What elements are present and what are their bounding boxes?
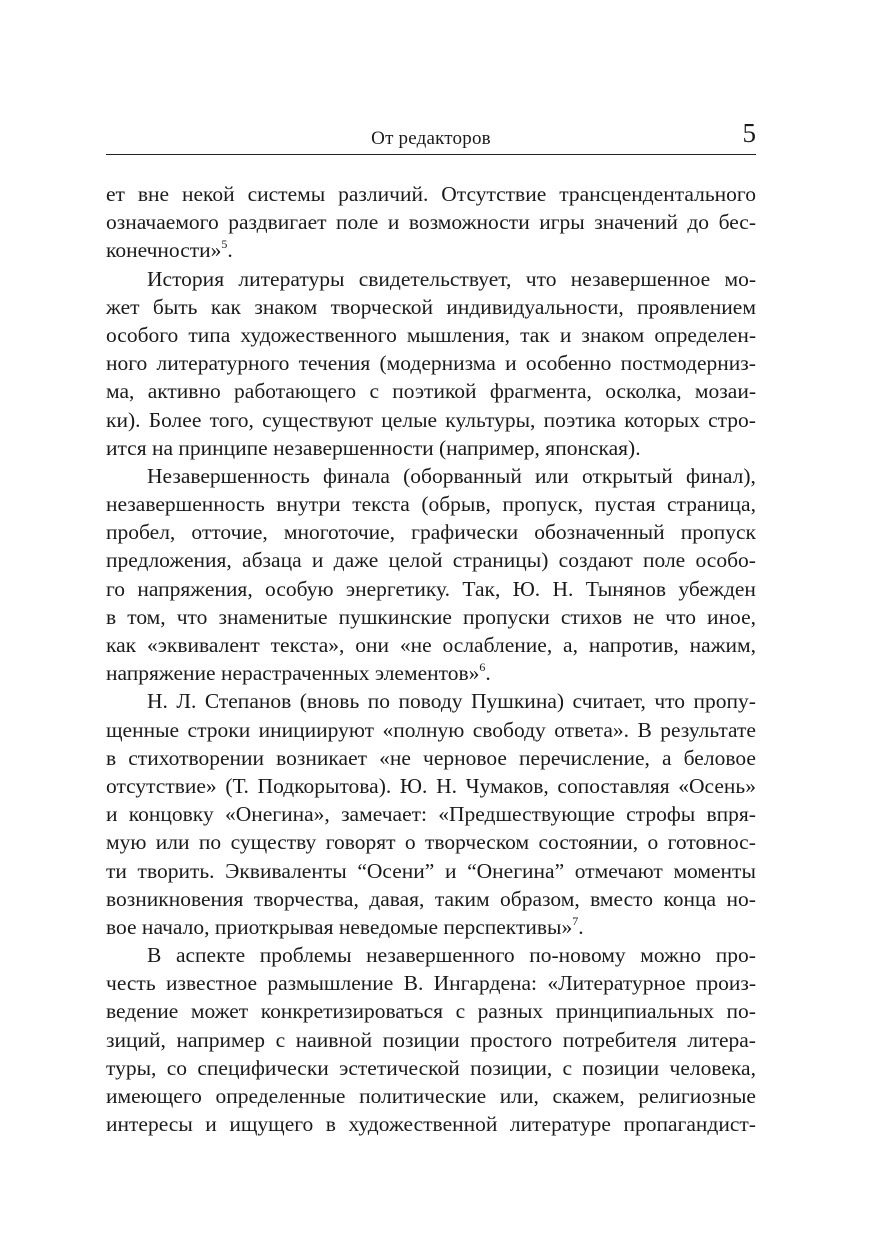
word: пропагандист-: [623, 1112, 756, 1137]
word: Подкорытова).: [257, 773, 392, 798]
word: поэтикой: [392, 379, 477, 404]
word: том,: [127, 604, 166, 629]
word: с: [369, 379, 379, 404]
word: простого: [470, 1027, 553, 1052]
word: существуют: [262, 407, 374, 432]
word: ки).: [106, 407, 141, 432]
word: В: [637, 717, 652, 742]
word: целой: [388, 548, 443, 573]
text-line: [106, 1026, 756, 1054]
word: позиции: [382, 1027, 460, 1052]
text-line: [106, 434, 756, 462]
word: страницы): [452, 548, 549, 573]
word: пропу-: [693, 689, 756, 714]
word: что: [665, 604, 696, 629]
footnote-marker[interactable]: 5: [221, 237, 228, 252]
word: зиций,: [106, 1027, 166, 1052]
word: игры: [539, 210, 585, 235]
text-line: [106, 885, 756, 913]
word: пробел,: [106, 520, 176, 545]
text-line: [106, 716, 756, 744]
word: в: [106, 604, 117, 629]
word: создают: [558, 548, 633, 573]
word: некой: [182, 182, 235, 206]
word: инициируют: [258, 717, 375, 742]
text-line: [106, 969, 756, 997]
text-line: [106, 857, 756, 885]
text-line: [106, 293, 756, 321]
word: внутри: [276, 492, 341, 517]
word: или: [155, 830, 190, 855]
word: аспекте: [175, 943, 246, 968]
word: ет: [106, 182, 125, 206]
word: раздвигает: [228, 210, 327, 235]
word: но-: [726, 886, 756, 911]
word: различий.: [338, 182, 429, 206]
word: а: [662, 745, 672, 770]
word: литературе: [509, 1112, 611, 1137]
word: с: [275, 1027, 286, 1052]
word: по-: [726, 999, 756, 1024]
word: черновое: [423, 745, 507, 770]
word: обозначенный: [534, 520, 665, 545]
word: литературного: [156, 351, 290, 376]
word: результате: [660, 717, 756, 742]
text-line: [106, 997, 756, 1025]
line-text: ится на принципе незавершенности (например, японская).: [106, 435, 641, 460]
text-line: [106, 687, 756, 715]
word: (Т.: [225, 773, 249, 798]
word: ного: [106, 351, 148, 376]
word: о: [404, 830, 416, 855]
word: с: [455, 999, 466, 1024]
page-number: 5: [742, 118, 756, 148]
word: и: [311, 548, 324, 573]
word: специфически: [197, 1055, 329, 1080]
word: религиозные: [638, 1084, 756, 1108]
word: бес-: [718, 210, 756, 235]
text-line: [106, 406, 756, 434]
text-line: [106, 941, 756, 969]
word: пушкинские: [338, 604, 452, 629]
word: Н.: [552, 576, 574, 601]
word: незавершенное: [570, 266, 711, 291]
word: мо-: [724, 266, 756, 291]
word: абзаца: [242, 548, 302, 573]
word: (обрыв,: [421, 492, 491, 517]
word: возможности: [408, 210, 530, 235]
word: История: [147, 266, 225, 291]
word: проблемы: [259, 943, 352, 968]
word: Тынянов: [585, 576, 667, 601]
word: существу: [230, 830, 317, 855]
word: знаком: [581, 322, 645, 347]
word: или,: [499, 1084, 539, 1108]
text-line: [106, 208, 756, 236]
word: энергетику.: [345, 576, 451, 601]
word: особенно: [525, 351, 612, 376]
word: жет: [106, 294, 140, 319]
text-line: [106, 828, 756, 856]
word: позиции: [582, 1055, 660, 1080]
word: впря-: [706, 802, 756, 827]
word: ищущего: [229, 1112, 314, 1137]
word: иное,: [707, 604, 756, 629]
word: до: [687, 210, 710, 235]
word: или: [535, 463, 569, 488]
word: туры,: [106, 1055, 157, 1080]
word: как: [210, 294, 241, 319]
word: и: [205, 1112, 217, 1137]
word: строфы: [626, 802, 696, 827]
word: потребителя: [562, 1027, 677, 1052]
word: может: [190, 999, 249, 1024]
word: со: [166, 1055, 188, 1080]
word: Л.: [176, 689, 197, 714]
word: “Осени”: [357, 858, 435, 883]
word: трансцендентального: [559, 182, 756, 206]
word: щенные: [106, 717, 180, 742]
word: интересы: [106, 1112, 193, 1137]
word: того,: [209, 407, 254, 432]
header-rule: [106, 154, 756, 155]
word: про-: [715, 943, 756, 968]
word: художественного: [240, 322, 397, 347]
word: таким: [434, 886, 490, 911]
line-text: вое начало, приоткрывая неведомые перспективы»: [106, 914, 573, 939]
text-line: [106, 603, 756, 631]
text-line: [106, 800, 756, 828]
word: нажим,: [689, 633, 756, 657]
line-text: напряжение нерастраченных элементов»: [106, 661, 480, 686]
word: Ю.: [399, 773, 428, 798]
word: постмодерниз-: [620, 351, 756, 376]
word: что: [654, 689, 685, 714]
word: замечает:: [341, 802, 427, 827]
word: ослабление,: [442, 633, 553, 657]
footnote-marker[interactable]: 7: [572, 913, 579, 928]
word: знаменитые: [218, 604, 328, 629]
word: по: [198, 830, 222, 855]
word: Отсутствие: [441, 182, 547, 206]
line-tail: .: [578, 914, 584, 939]
word: го: [106, 576, 126, 601]
text-line: [106, 1054, 756, 1082]
text-line: [106, 518, 756, 546]
word: текста»,: [270, 633, 345, 657]
word: В.: [403, 971, 424, 996]
text-line: [106, 236, 756, 264]
word: особо-: [695, 548, 756, 573]
word: перечисление,: [519, 745, 650, 770]
text-line: [106, 772, 756, 800]
word: свободу: [472, 717, 546, 742]
word: «Онегина»,: [224, 802, 330, 827]
word: означаемого: [106, 210, 219, 235]
word: (вновь: [299, 689, 360, 714]
word: культуры,: [445, 407, 536, 432]
word: открытый: [581, 463, 673, 488]
word: и: [387, 210, 400, 235]
word: типа: [188, 322, 231, 347]
word: Так,: [462, 576, 501, 601]
word: «полную: [382, 717, 465, 742]
word: графически: [411, 520, 519, 545]
word: напротив,: [588, 633, 679, 657]
word: ведение: [106, 999, 179, 1024]
word: стихов: [560, 604, 623, 629]
word: образом,: [500, 886, 580, 911]
paragraph: [106, 462, 756, 688]
word: незавершенность: [106, 492, 265, 517]
word: не: [633, 604, 655, 629]
text-line: [106, 1082, 756, 1110]
word: в: [325, 1112, 336, 1137]
body-text: [106, 180, 756, 1138]
word: давая,: [369, 886, 425, 911]
word: пустая: [594, 492, 656, 517]
paragraph: [106, 687, 756, 941]
word: строки: [187, 717, 251, 742]
word: что: [176, 604, 208, 629]
word: и: [106, 802, 118, 827]
word: Чумаков,: [465, 773, 549, 798]
word: по-новому: [529, 943, 626, 968]
line-text: конечности»: [106, 238, 222, 263]
word: Пушкина): [471, 689, 565, 714]
word: фрагмента,: [489, 379, 592, 404]
word: «не: [399, 633, 432, 657]
word: финала: [323, 463, 390, 488]
word: например: [176, 1027, 265, 1052]
word: с: [562, 1055, 573, 1080]
word: Ю.: [512, 576, 541, 601]
line-tail: .: [227, 238, 233, 263]
word: поле: [336, 210, 379, 235]
word: ти: [106, 858, 127, 883]
word: стро-: [708, 407, 756, 432]
word: «не: [379, 745, 411, 770]
word: мышления,: [406, 322, 511, 347]
word: В: [147, 943, 162, 968]
word: работающего: [234, 379, 357, 404]
word: отточие,: [191, 520, 268, 545]
word: стихотворении: [128, 745, 265, 770]
word: «Предшествующие: [438, 802, 615, 827]
word: страница,: [667, 492, 756, 517]
text-line: [106, 180, 756, 208]
word: “Онегина”: [467, 858, 565, 883]
text-line: [106, 349, 756, 377]
word: в: [106, 745, 117, 770]
word: разных: [477, 999, 544, 1024]
word: художественной: [348, 1112, 498, 1137]
word: Эквиваленты: [225, 858, 347, 883]
word: творческой: [330, 294, 433, 319]
word: что: [525, 266, 557, 291]
word: литературы: [238, 266, 345, 291]
word: поводу: [398, 689, 463, 714]
word: скажем,: [552, 1084, 625, 1108]
word: напряжения,: [137, 576, 253, 601]
text-line: [106, 321, 756, 349]
word: Незавершенность: [147, 463, 310, 488]
word: «эквивалент: [146, 633, 260, 657]
word: литера-: [687, 1027, 756, 1052]
word: быть: [152, 294, 198, 319]
word: поле: [642, 548, 686, 573]
word: особого: [106, 322, 179, 347]
word: (модернизма: [379, 351, 496, 376]
word: и: [559, 322, 572, 347]
word: возникновения: [106, 886, 244, 911]
word: Ингардена:: [433, 971, 538, 996]
text-line: [106, 490, 756, 518]
word: честь: [106, 971, 156, 996]
word: так: [520, 322, 550, 347]
paragraph: [106, 180, 756, 265]
word: состоянии,: [538, 830, 639, 855]
word: мую: [106, 830, 147, 855]
word: наивной: [295, 1027, 373, 1052]
word: конца: [663, 886, 717, 911]
word: концовку: [128, 802, 214, 827]
word: человека,: [669, 1055, 756, 1080]
word: пропуск: [680, 520, 756, 545]
word: определенные: [215, 1084, 346, 1108]
word: активно: [147, 379, 221, 404]
word: предложения,: [106, 548, 232, 573]
word: (оборванный: [403, 463, 522, 488]
word: имеющего: [106, 1084, 202, 1108]
word: произ-: [695, 971, 756, 996]
word: можно: [640, 943, 702, 968]
word: даже: [333, 548, 379, 573]
text-line: [106, 546, 756, 574]
word: незавершенного: [366, 943, 515, 968]
word: они: [355, 633, 389, 657]
word: текста: [352, 492, 410, 517]
word: «Литературное: [547, 971, 686, 996]
word: которых: [624, 407, 700, 432]
word: целые: [381, 407, 438, 432]
paragraph: [106, 265, 756, 462]
word: Более: [148, 407, 202, 432]
text-line: [106, 462, 756, 490]
word: по: [367, 689, 390, 714]
word: сопоставляя: [557, 773, 670, 798]
word: вне: [137, 182, 170, 206]
word: вместо: [590, 886, 654, 911]
word: отсутствие»: [106, 773, 217, 798]
word: и: [505, 351, 517, 376]
word: отмечают: [574, 858, 663, 883]
word: определен-: [654, 322, 756, 347]
text-line: [106, 575, 756, 603]
paragraph: [106, 941, 756, 1138]
word: многоточие,: [283, 520, 396, 545]
word: финал),: [685, 463, 756, 488]
word: готовнос-: [667, 830, 756, 855]
word: ма,: [106, 379, 135, 404]
word: считает,: [572, 689, 646, 714]
word: творческом: [425, 830, 530, 855]
word: конкретизироваться: [260, 999, 444, 1024]
word: известное: [165, 971, 258, 996]
word: принципиальных: [555, 999, 714, 1024]
word: позиции,: [470, 1055, 553, 1080]
text-line: [106, 1110, 756, 1138]
word: свидетельствует,: [358, 266, 512, 291]
text-line: [106, 377, 756, 405]
word: осколка,: [605, 379, 682, 404]
word: Н.: [147, 689, 168, 714]
word: Степанов: [204, 689, 292, 714]
text-line: [106, 659, 756, 687]
word: как: [106, 633, 137, 657]
footnote-marker[interactable]: 6: [479, 660, 486, 675]
word: мозаи-: [694, 379, 756, 404]
word: ответа».: [554, 717, 629, 742]
word: Н.: [436, 773, 457, 798]
word: размышление: [267, 971, 394, 996]
word: возникает: [276, 745, 368, 770]
line-tail: .: [485, 661, 491, 686]
text-line: [106, 913, 756, 941]
word: системы: [247, 182, 326, 206]
word: а,: [563, 633, 578, 657]
word: говорят: [325, 830, 396, 855]
text-line: [106, 631, 756, 659]
word: творить.: [137, 858, 215, 883]
word: пропуск,: [502, 492, 584, 517]
word: индивидуальности,: [446, 294, 624, 319]
word: беловое: [683, 745, 756, 770]
word: убежден: [678, 576, 756, 601]
word: моменты: [673, 858, 756, 883]
word: течения: [298, 351, 371, 376]
word: и: [444, 858, 457, 883]
running-title: От редакторов: [371, 128, 491, 149]
word: политические: [359, 1084, 487, 1108]
word: особую: [265, 576, 334, 601]
running-head: [106, 118, 756, 154]
word: пропуски: [463, 604, 550, 629]
word: «Осень»: [678, 773, 756, 798]
word: эстетической: [339, 1055, 460, 1080]
word: знаком: [254, 294, 318, 319]
word: творчества,: [253, 886, 359, 911]
word: проявлением: [637, 294, 756, 319]
word: поэтика: [543, 407, 616, 432]
word: о: [647, 830, 659, 855]
text-line: [106, 265, 756, 293]
text-line: [106, 744, 756, 772]
word: значений: [594, 210, 678, 235]
